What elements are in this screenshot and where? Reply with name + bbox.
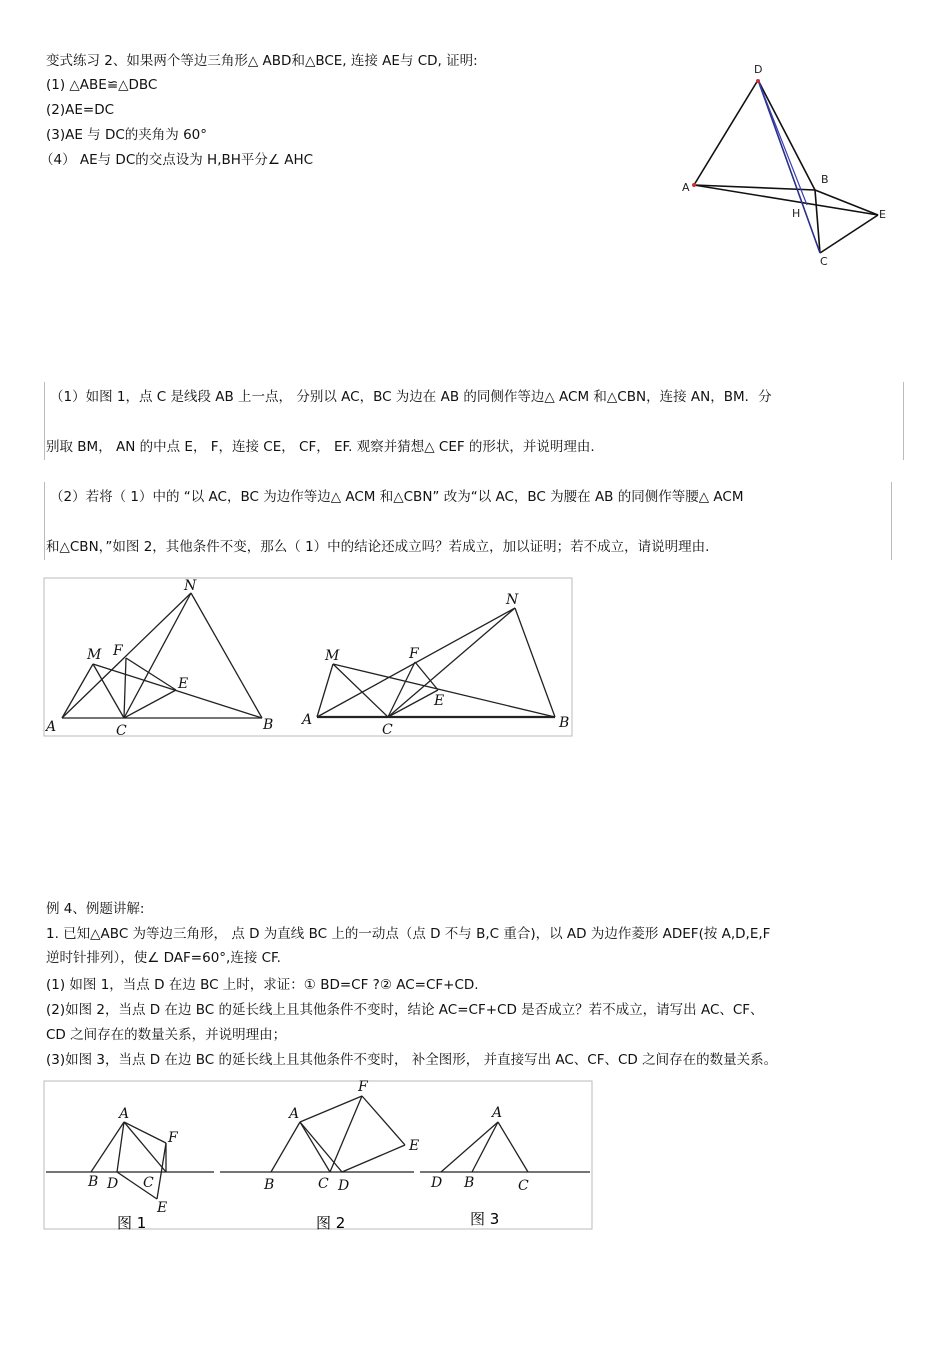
ex-fig3-label-A: A: [492, 1105, 503, 1121]
exercise2-item-2: (2)AE=DC: [46, 102, 115, 118]
fig-label-H: H: [792, 207, 801, 220]
ex-fig2-label-C: C: [318, 1176, 329, 1192]
problem-part1-line2: 别取 BM， AN 的中点 E， F，连接 CE， CF， EF. 观察并猜想△ CEF 的形状，并说明理由.: [46, 439, 595, 455]
ex-fig1-label-E: E: [157, 1200, 168, 1216]
fig2-label-M: M: [325, 648, 340, 664]
example4-line-4: (2)如图 2，当点 D 在边 BC 的延长线上且其他条件不变时，结论 AC=CF+CD 是否成立？若不成立，请写出 AC、CF、: [46, 1002, 764, 1018]
ex-fig2-label-B: B: [264, 1177, 275, 1193]
fig1-label-A: A: [46, 719, 57, 735]
fig-label-D: D: [754, 63, 763, 76]
ex-fig1-label-F: F: [168, 1130, 178, 1146]
ex-fig1-label-A: A: [119, 1106, 130, 1122]
ex-fig3-label-D: D: [431, 1175, 443, 1191]
example4-heading: 例 4、例题讲解:: [46, 901, 145, 917]
problem-part1-line1: （1）如图 1，点 C 是线段 AB 上一点， 分别以 AC，BC 为边在 AB 的同侧作等边△ ACM 和△CBN，连接 AN，BM．分: [50, 389, 772, 405]
ex-fig3-caption: 图 3: [470, 1210, 500, 1228]
problem-part2-line2: 和△CBN，”如图 2，其他条件不变，那么（ 1）中的结论还成立吗？若成立，加以证明；若不成立，请说明理由.: [46, 539, 710, 555]
fig-label-A: A: [682, 181, 690, 194]
fig1-label-M: M: [87, 647, 102, 663]
fig1-label-E: E: [178, 676, 189, 692]
fig2-label-C: C: [382, 722, 393, 738]
exercise2-item-3: (3)AE 与 DC的夹角为 60°: [46, 127, 208, 143]
example4-line-6: (3)如图 3，当点 D 在边 BC 的延长线上且其他条件不变时， 补全图形， 并直接写出 AC、CF、CD 之间存在的数量关系。: [46, 1052, 778, 1068]
exercise2-title: 变式练习 2、如果两个等边三角形△ ABD和△BCE, 连接 AE与 CD, 证明:: [46, 53, 478, 69]
ex-fig3-label-B: B: [464, 1175, 475, 1191]
fig-label-E: E: [879, 208, 886, 221]
ex-fig2-label-A: A: [289, 1106, 300, 1122]
ex-fig2-caption: 图 2: [316, 1214, 346, 1232]
fig2-label-B: B: [559, 715, 570, 731]
ex-fig3-label-C: C: [518, 1178, 529, 1194]
exercise2-item-4: （4） AE与 DC的交点设为 H,BH平分∠ AHC: [40, 152, 314, 168]
fig1-label-F: F: [113, 643, 123, 659]
example4-line-5: CD 之间存在的数量关系，并说明理由；: [46, 1027, 287, 1043]
fig2-label-E: E: [434, 693, 445, 709]
ex-fig2-label-F: F: [358, 1079, 368, 1095]
ex-fig1-label-C: C: [143, 1175, 154, 1191]
ex-fig1-label-D: D: [107, 1176, 119, 1192]
example4-line-2: 逆时针排列），使∠ DAF=60°,连接 CF.: [46, 950, 281, 966]
problem-part2-line1: （2）若将（ 1）中的 “以 AC，BC 为边作等边△ ACM 和△CBN” 改为“以 AC，BC 为腰在 AB 的同侧作等腰△ ACM: [50, 489, 744, 505]
example4-line-1: 1. 已知△ABC 为等边三角形， 点 D 为直线 BC 上的一动点（点 D 不与 B,C 重合)，以 AD 为边作菱形 ADEF(按 A,D,E,F: [46, 926, 771, 942]
fig2-label-F: F: [409, 646, 419, 662]
ex-fig2-label-D: D: [338, 1178, 350, 1194]
fig1-label-N: N: [184, 578, 197, 594]
ex-fig1-caption: 图 1: [117, 1214, 147, 1232]
ex-fig1-label-B: B: [88, 1174, 99, 1190]
ex-fig2-label-E: E: [409, 1138, 420, 1154]
fig1-label-C: C: [116, 723, 127, 739]
fig2-label-N: N: [506, 592, 519, 608]
fig2-label-A: A: [302, 712, 313, 728]
fig1-label-B: B: [263, 717, 274, 733]
fig-label-C: C: [820, 255, 828, 268]
fig-label-B: B: [821, 173, 829, 186]
example4-line-3: (1) 如图 1，当点 D 在边 BC 上时，求证：① BD=CF ?② AC=CF+CD.: [46, 977, 479, 993]
exercise2-item-1: (1) △ABE≌△DBC: [46, 77, 158, 93]
